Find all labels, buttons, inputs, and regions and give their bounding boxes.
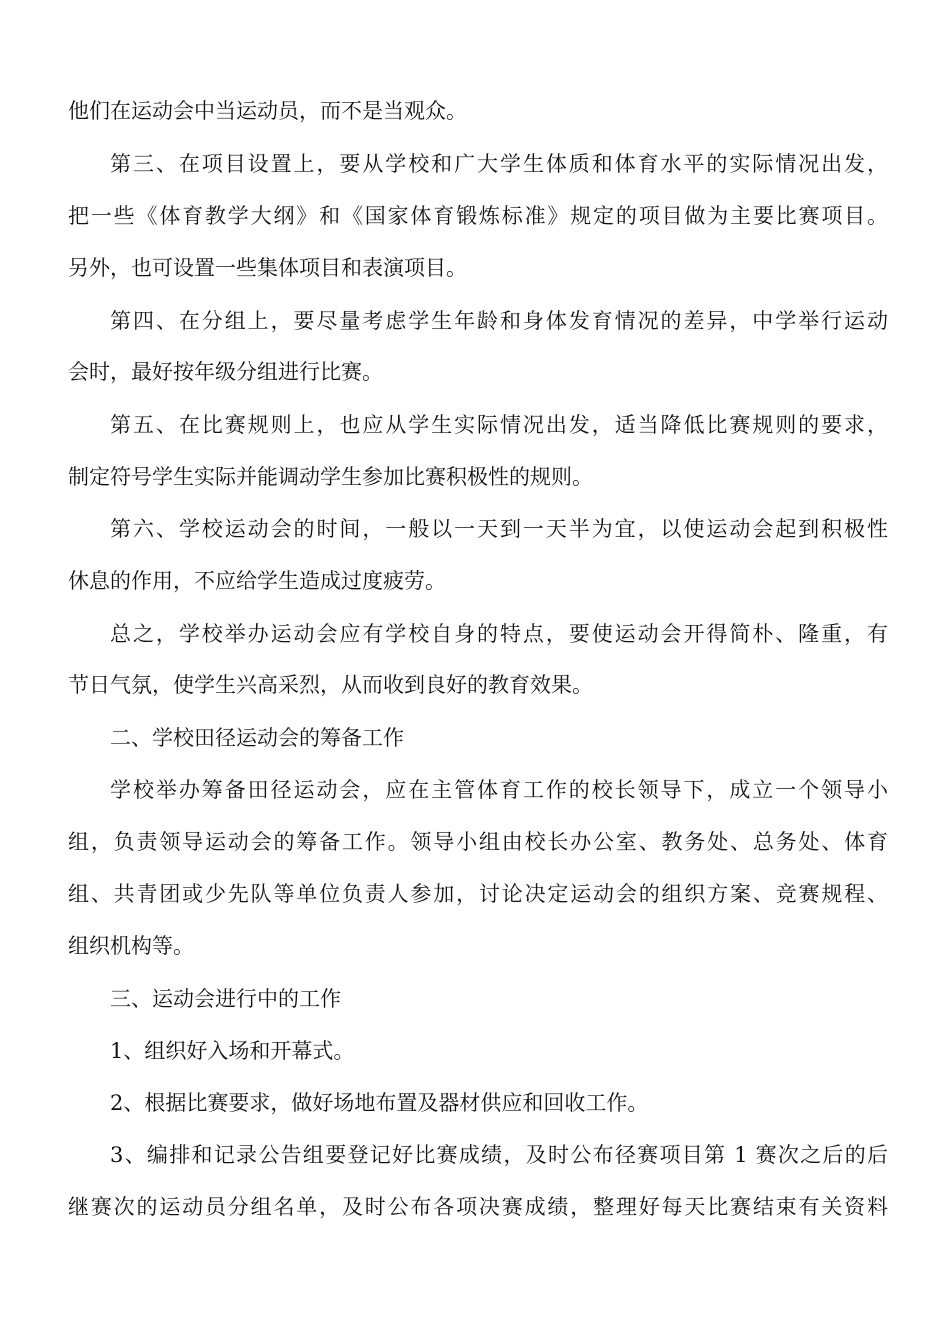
text-line: 第五、在比赛规则上，也应从学生实际情况出发，适当降低比赛规则的要求， — [110, 413, 888, 437]
text-line: 第六、学校运动会的时间，一般以一天到一天半为宜，以使运动会起到积极性 — [110, 517, 888, 541]
text-line: 节日气氛，使学生兴高采烈，从而收到良好的教育效果。 — [68, 673, 593, 697]
text-line: 组织机构等。 — [68, 934, 194, 958]
text-line: 制定符号学生实际并能调动学生参加比赛积极性的规则。 — [68, 465, 593, 489]
text-line: 他们在运动会中当运动员，而不是当观众。 — [68, 99, 467, 123]
text-line: 会时，最好按年级分组进行比赛。 — [68, 360, 383, 384]
list-item: 3、编排和记录公告组要登记好比赛成绩，及时公布径赛项目第 1 赛次之后的后 — [110, 1143, 888, 1167]
list-item: 1、组织好入场和开幕式。 — [110, 1039, 355, 1063]
text-line: 继赛次的运动员分组名单，及时公布各项决赛成绩，整理好每天比赛结束有关资料 — [68, 1195, 888, 1219]
list-item: 2、根据比赛要求，做好场地布置及器材供应和回收工作。 — [110, 1091, 649, 1115]
text-line: 第四、在分组上，要尽量考虑学生年龄和身体发育情况的差异，中学举行运动 — [110, 309, 888, 333]
section-heading: 二、学校田径运动会的筹备工作 — [110, 726, 404, 750]
text-line: 组、共青团或少先队等单位负责人参加，讨论决定运动会的组织方案、竞赛规程、 — [68, 882, 888, 906]
text-line: 总之，学校举办运动会应有学校自身的特点，要使运动会开得简朴、隆重，有 — [110, 622, 888, 646]
text-line: 第三、在项目设置上，要从学校和广大学生体质和体育水平的实际情况出发， — [110, 152, 888, 176]
text-line: 另外，也可设置一些集体项目和表演项目。 — [68, 256, 467, 280]
text-line: 学校举办筹备田径运动会，应在主管体育工作的校长领导下，成立一个领导小 — [110, 778, 888, 802]
text-line: 休息的作用，不应给学生造成过度疲劳。 — [68, 569, 446, 593]
text-line: 组，负责领导运动会的筹备工作。领导小组由校长办公室、教务处、总务处、体育 — [68, 830, 888, 854]
text-line: 把一些《体育教学大纲》和《国家体育锻炼标准》规定的项目做为主要比赛项目。 — [68, 204, 888, 228]
section-heading: 三、运动会进行中的工作 — [110, 987, 341, 1011]
